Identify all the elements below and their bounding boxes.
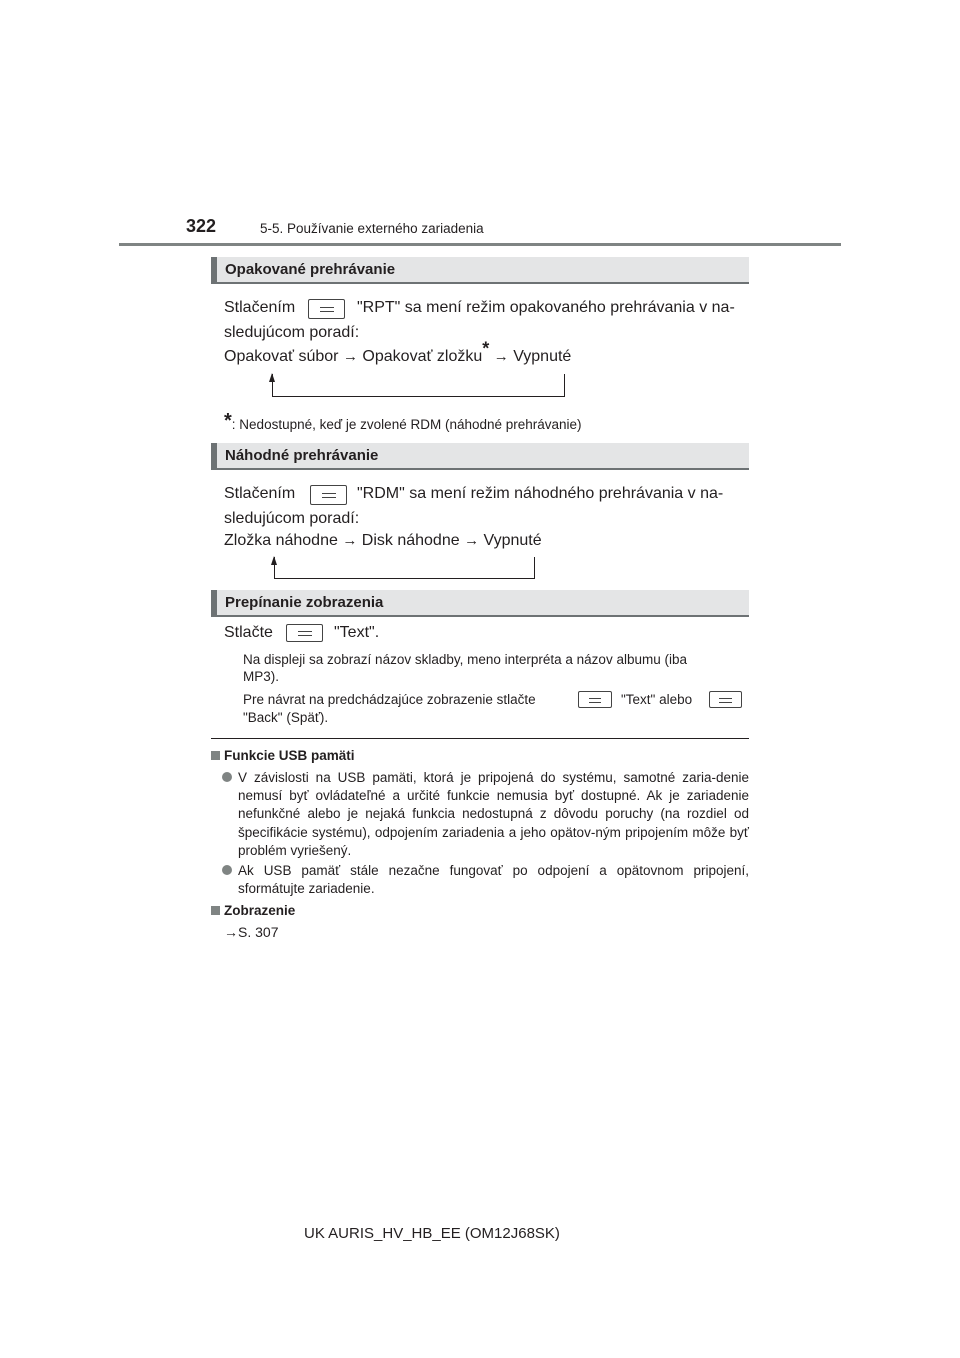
page-reference-link[interactable] [224, 924, 278, 940]
arrow-right-icon: → [493, 348, 509, 365]
section-title: Náhodné prehrávanie [225, 447, 379, 464]
section-title: Opakované prehrávanie [225, 261, 396, 278]
repeat-instruction-line1-rest: "RPT" sa mení režim opakovaného prehrávania v na- [357, 299, 735, 316]
display-info-back-end: "Back" (Späť). [243, 710, 329, 725]
random-instruction-line1: Stlačením [224, 485, 296, 502]
section-heading-random [211, 443, 749, 470]
section-heading-display [211, 590, 749, 617]
circle-bullet-icon [222, 865, 232, 875]
note-paragraph: V závislosti na USB pamäti, ktorá je pripojená do systému, samotné zaria-denie nemusí byť ovládateľné a určité funkcie nemusia byť dostupné. Ak je zariadenie nefunkčné alebo je nejaká funkcia nedostupná z dôvodu poruchy (na rozdiel od špecifikácie systému), odpojením zariadenia a jeho opätov-ným pripojením môže byť problém vyriešený. [238, 770, 749, 858]
note-usb-item2 [222, 862, 749, 898]
note-paragraph: Ak USB pamäť stále nezačne fungovať po odpojení a opätovnom pripojení, sformátujte zariadenie. [238, 863, 749, 897]
rdm-button-icon [310, 485, 347, 505]
text-button-icon [578, 691, 612, 708]
seq-item: Disk náhodne [361, 532, 460, 549]
display-info-back: Pre návrat na predchádzajúce zobrazenie stlačte [243, 692, 536, 707]
cycle-loop-line [272, 374, 565, 397]
rpt-button-icon [308, 299, 345, 319]
note-usb-item1 [222, 769, 749, 860]
note-heading-usb [211, 748, 355, 763]
note-title: Zobrazenie [224, 903, 296, 918]
footnote-text: : Nedostupné, keď je zvolené RDM (náhodné prehrávanie) [231, 417, 582, 432]
arrow-right-icon: → [342, 348, 358, 365]
square-bullet-icon [211, 751, 220, 760]
display-instruction: Stlačte [224, 624, 273, 641]
notes-divider [211, 738, 749, 739]
note-title: Funkcie USB pamäti [224, 748, 355, 763]
note-heading-display [211, 903, 295, 918]
back-button-icon [709, 691, 742, 708]
arrow-right-icon: → [342, 532, 358, 549]
arrow-right-icon: → [464, 532, 480, 549]
random-instruction-line2: sledujúcom poradí: [224, 510, 360, 527]
display-info-back-mid: "Text" alebo [621, 692, 693, 707]
random-sequence [224, 532, 542, 550]
section-heading-repeat [211, 257, 749, 284]
repeat-instruction-line2: sledujúcom poradí: [224, 324, 360, 341]
arrow-right-icon: → [224, 924, 238, 940]
arrow-up-icon [269, 373, 275, 382]
seq-item: Opakovať súbor [224, 348, 339, 365]
repeat-sequence [224, 338, 572, 366]
seq-item: Opakovať zložku [362, 348, 483, 365]
repeat-instruction-line1 [224, 299, 295, 317]
seq-item: Vypnuté [513, 348, 572, 365]
chapter-title: 5-5. Používanie externého zariadenia [260, 221, 484, 236]
text: Stlačením [224, 299, 296, 316]
seq-item: Zložka náhodne [224, 532, 338, 549]
header-rule [119, 243, 841, 246]
text-button-icon [286, 624, 323, 642]
repeat-footnote [224, 410, 582, 433]
section-title: Prepínanie zobrazenia [225, 594, 384, 611]
circle-bullet-icon [222, 772, 232, 782]
display-info-line2: MP3). [243, 669, 280, 684]
square-bullet-icon [211, 906, 220, 915]
page-number: 322 [186, 216, 217, 236]
asterisk-mark: * [482, 338, 490, 359]
arrow-up-icon [271, 556, 277, 565]
reference-text: S. 307 [238, 924, 279, 940]
cycle-loop-line [274, 557, 535, 579]
seq-item: Vypnuté [483, 532, 542, 549]
asterisk-mark: * [224, 410, 232, 432]
display-info-line1: Na displeji sa zobrazí názov skladby, meno interpréta a názov albumu (iba [243, 652, 687, 667]
random-instruction-line1-rest: "RDM" sa mení režim náhodného prehrávania v na- [357, 485, 724, 502]
display-instruction-rest: "Text". [334, 624, 380, 641]
model-code: UK AURIS_HV_HB_EE (OM12J68SK) [304, 1225, 560, 1242]
